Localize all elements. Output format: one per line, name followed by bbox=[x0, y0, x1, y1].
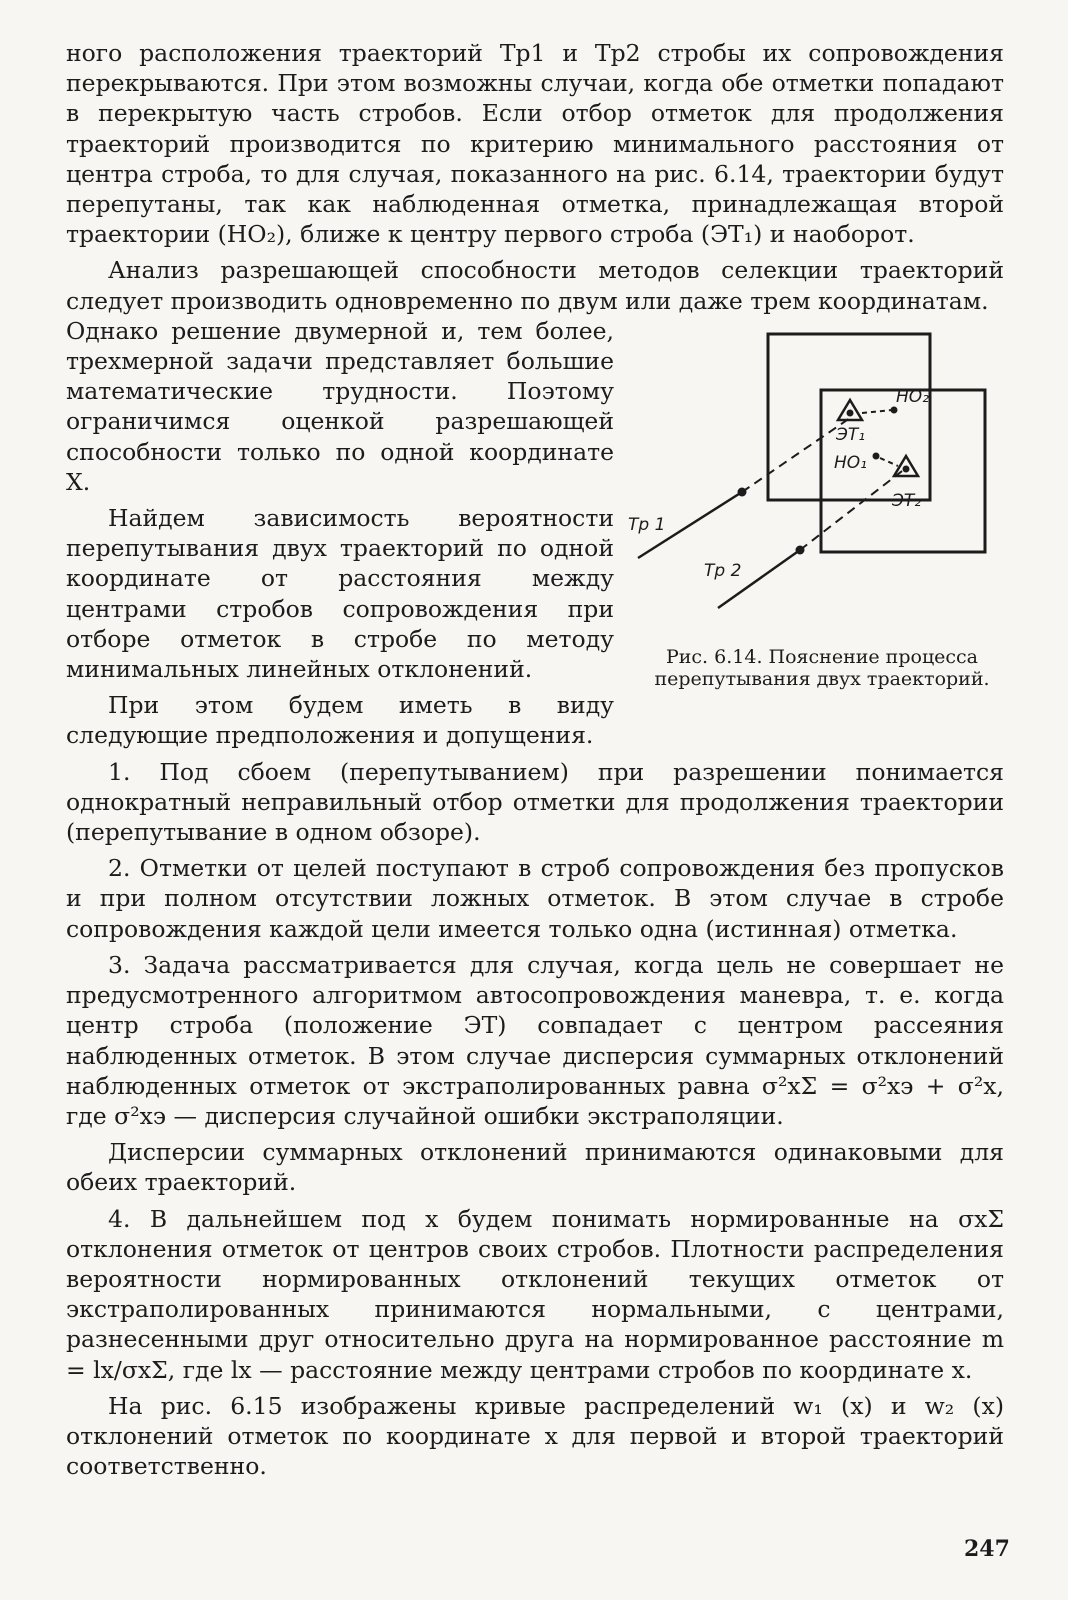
list-item-3: 3. Задача рассматривается для случая, когда цель не совершает не предусмотренного алгоритмом автосопровождения маневра, т. е. когда центр строба (положение ЭТ) совпадает с центром рассеяния наблюденных отметок. В этом случае дисперсия суммарных отклонений наблюденных отметок от экстраполированных равна σ²xΣ = σ²xэ + σ²x, где σ²xэ — дисперсия случайной ошибки экстраполяции. bbox=[66, 950, 1004, 1130]
label-tr2: Тр 2 bbox=[704, 560, 742, 581]
list-item-1: 1. Под сбоем (перепутыванием) при разрешении понимается однократный неправильный отбор отметки для продолжения траектории (перепутывание в одном обзоре). bbox=[66, 757, 1004, 847]
trajectory-2-point bbox=[796, 545, 805, 554]
paragraph-3: Найдем зависимость вероятности перепутывания двух траекторий по одной координате от расстояния между центрами стробов сопровождения при отборе отметок в стробе по методу минимальных линейных отклонений. bbox=[66, 504, 614, 684]
ho1-point bbox=[873, 452, 880, 459]
paragraph-last: На рис. 6.15 изображены кривые распределений w₁ (x) и w₂ (x) отклонений отметок по координате x для первой и второй траекторий соответственно. bbox=[66, 1391, 1004, 1481]
trajectory-1-point bbox=[738, 487, 747, 496]
paragraph-4: При этом будем иметь в виду следующие предположения и допущения. bbox=[66, 691, 614, 750]
ho2-point bbox=[891, 406, 898, 413]
trajectory-2-dashed bbox=[800, 468, 906, 550]
label-ho2: НО₂ bbox=[896, 386, 929, 407]
label-ho1: НО₁ bbox=[834, 452, 867, 473]
paragraph-1: ного расположения траекторий Тр1 и Тр2 стробы их сопровождения перекрываются. При этом возможны случаи, когда обе отметки попадают в перекрытую часть стробов. Если отбор отметок для продолжения траекторий производится по критерию минимального расстояния от центра строба, то для случая, показанного на рис. 6.14, траектории будут перепутаны, так как наблюденная отметка, принадлежащая второй траектории (НО₂), ближе к центру первого строба (ЭТ₁) и наоборот. bbox=[66, 39, 1004, 249]
figure-6-14 bbox=[628, 320, 1004, 690]
page-number: 247 bbox=[964, 1536, 1010, 1562]
list-item-4: 4. В дальнейшем под x будем понимать нормированные на σxΣ отклонения отметок от центров своих стробов. Плотности распределения вероятности нормированных отклонений текущих отметок от экстраполированных принимаются нормальными, с центрами, разнесенными друг относительно друга на нормированное расстояние m = lx/σxΣ, где lx — расстояние между центрами стробов по координате x. bbox=[66, 1204, 1004, 1384]
label-tr1: Тр 1 bbox=[628, 514, 666, 535]
paragraph-2: Анализ разрешающей способности методов селекции траекторий следует производить одновременно по двум или даже трем координатам. bbox=[66, 256, 1004, 315]
list-item-3-continued: Дисперсии суммарных отклонений принимаются одинаковыми для обеих траекторий. bbox=[66, 1138, 1004, 1197]
label-et2: ЭТ₂ bbox=[892, 490, 922, 511]
label-et1: ЭТ₁ bbox=[836, 424, 866, 445]
trajectory-diagram bbox=[628, 320, 1004, 640]
figure-caption: Рис. 6.14. Пояснение процесса перепутывания двух траекторий. bbox=[654, 645, 990, 690]
paragraph-2-continued: Однако решение двумерной и, тем более, трехмерной задачи представляет большие математические трудности. Поэтому ограничимся оценкой разрешающей способности только по одной координате X. bbox=[66, 316, 614, 496]
list-item-2: 2. Отметки от целей поступают в строб сопровождения без пропусков и при полном отсутствии ложных отметок. В этом случае в стробе сопровождения каждой цели имеется только одна (истинная) отметка. bbox=[66, 854, 1004, 943]
page-body bbox=[66, 38, 1004, 1481]
